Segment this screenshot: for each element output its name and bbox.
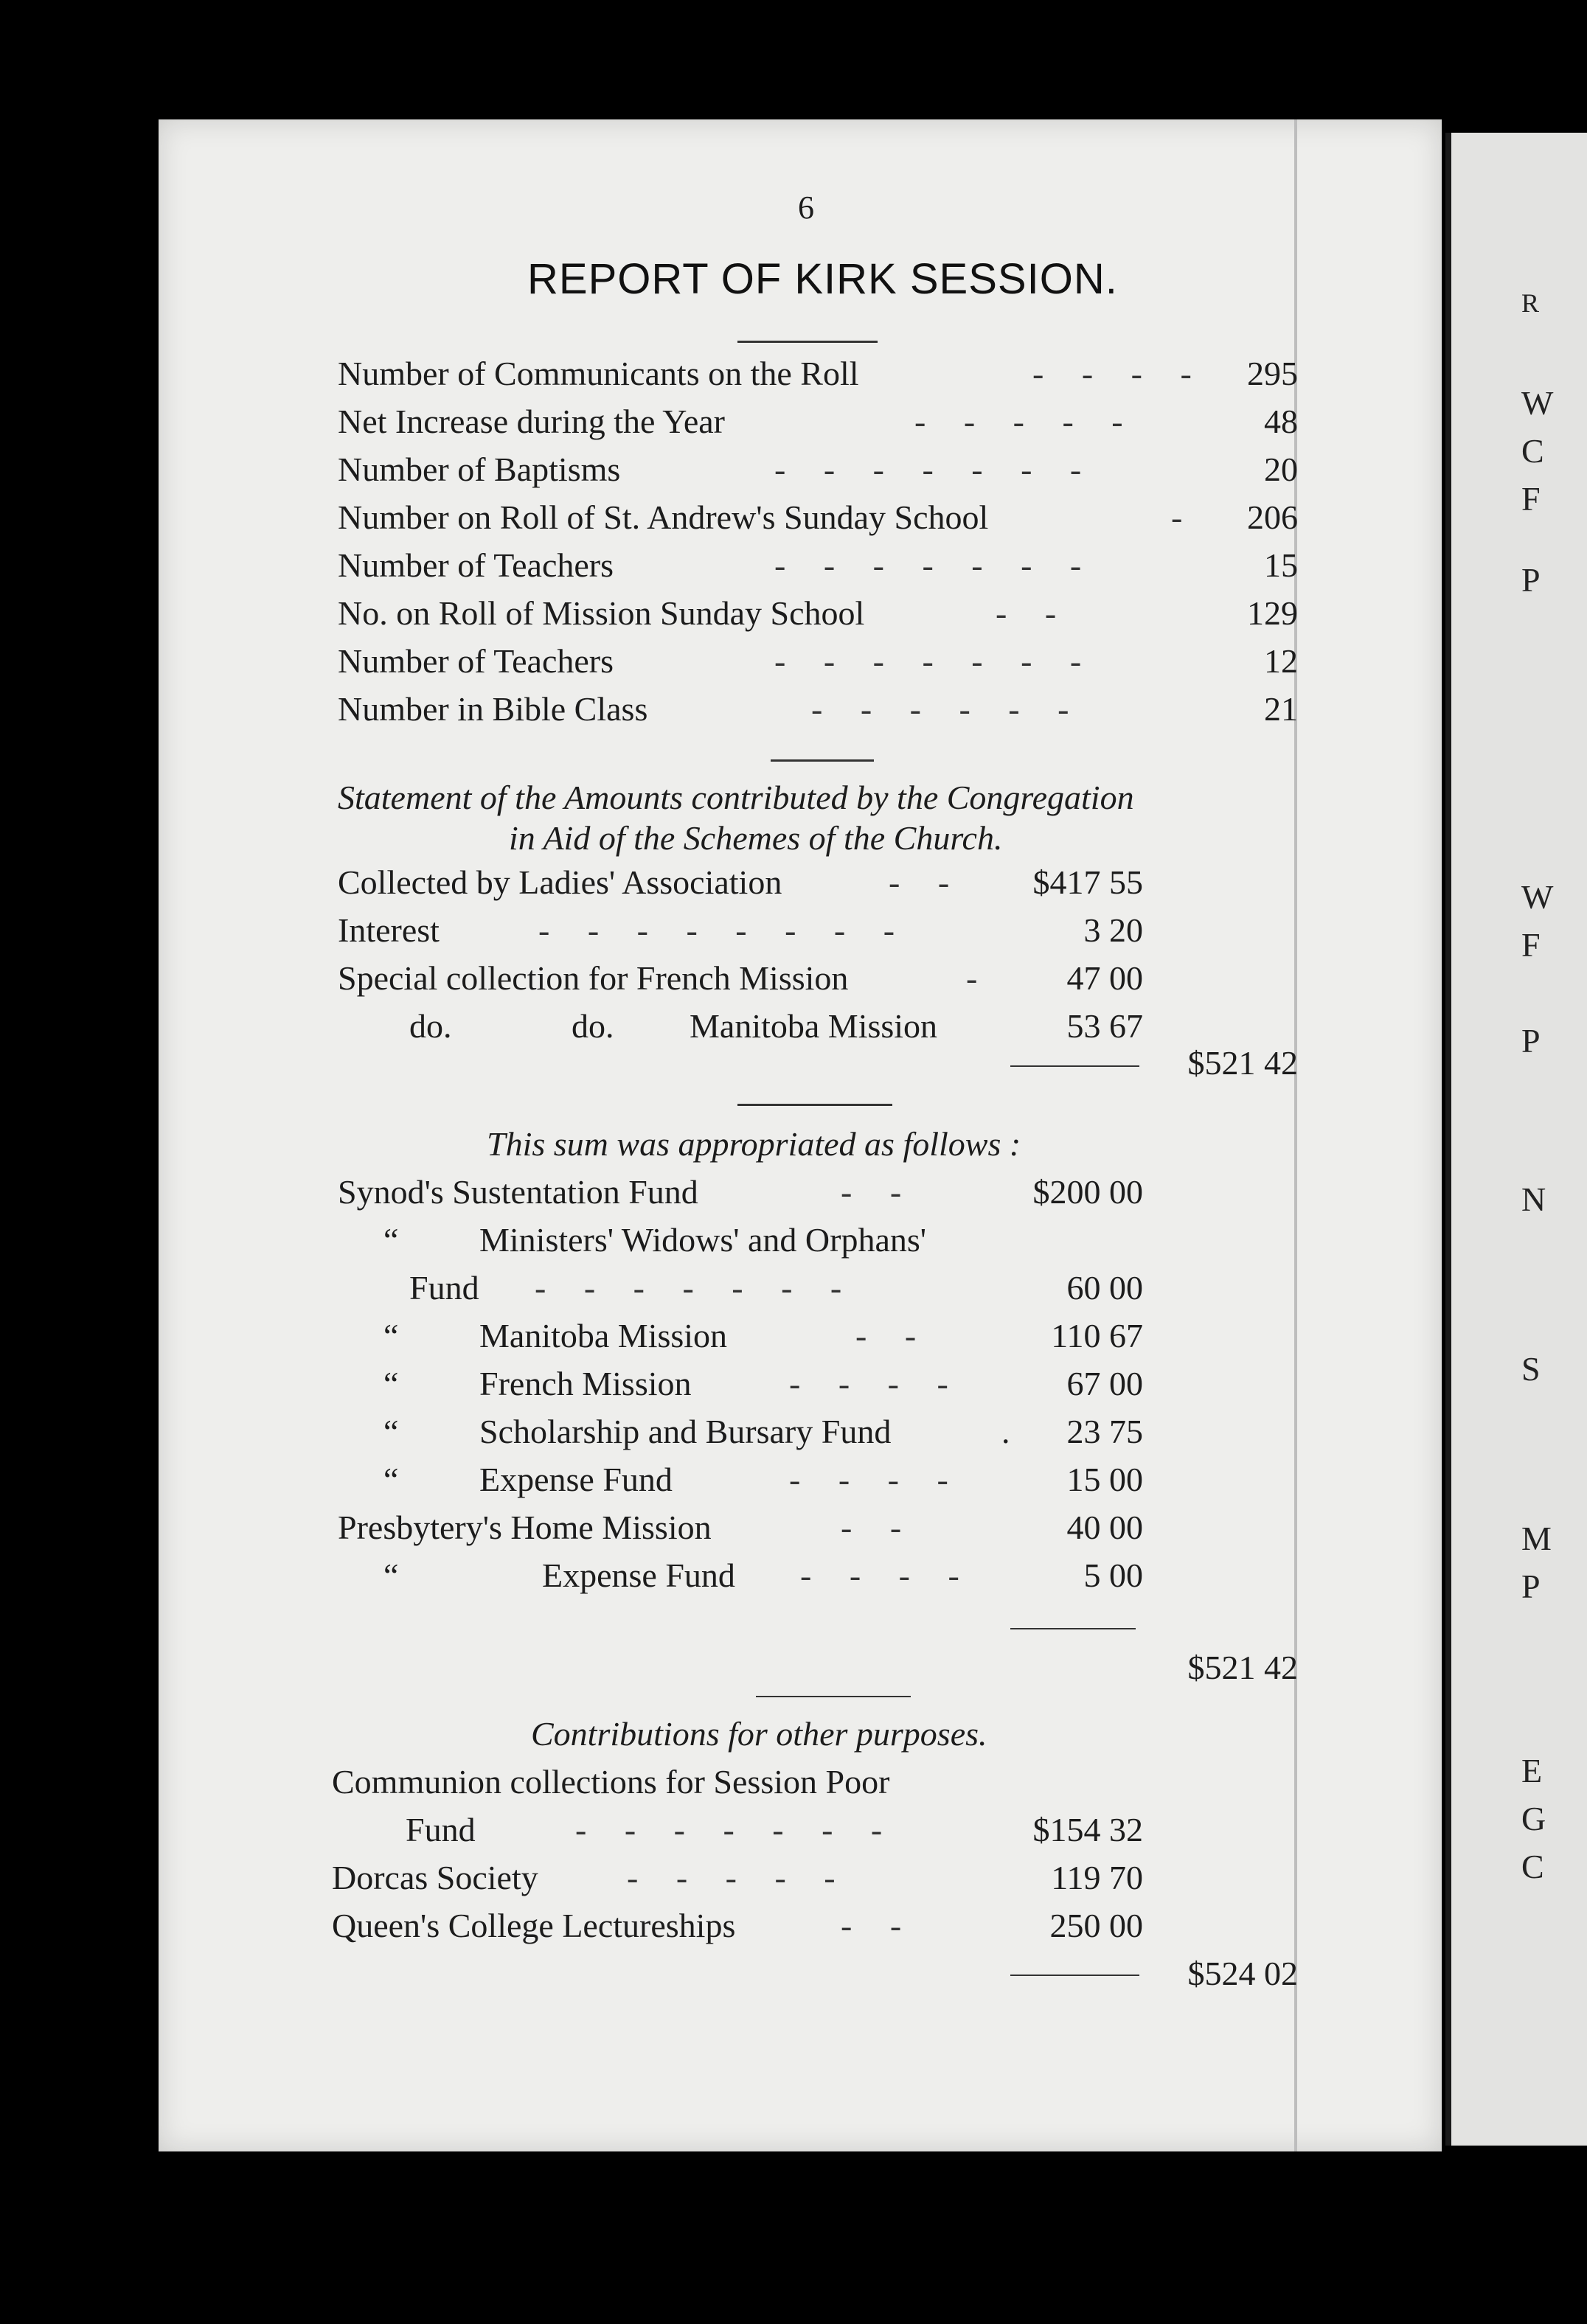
other-amount: 119 70 — [1051, 1859, 1143, 1896]
contribution-amount: 47 00 — [1066, 959, 1143, 997]
other-label: Queen's College Lectureships — [332, 1907, 736, 1944]
leader-dashes: - - - - — [789, 1461, 963, 1498]
other-amount: 250 00 — [1049, 1907, 1143, 1944]
stat-value: 129 — [1247, 594, 1298, 632]
leader-dashes: - - - - - - - — [774, 450, 1097, 488]
leader-dashes: - - - - — [789, 1365, 963, 1402]
appropriation-amount: 60 00 — [1066, 1269, 1143, 1307]
leader-dashes: - - — [996, 594, 1072, 632]
stat-value: 295 — [1247, 355, 1298, 392]
adjacent-letter: P — [1521, 1568, 1541, 1605]
contribution-label: Special collection for French Mission — [338, 959, 849, 997]
appropriation-amount: 110 67 — [1051, 1317, 1143, 1354]
other-amount: $154 32 — [1032, 1811, 1143, 1848]
appropriation-amount: 23 75 — [1066, 1413, 1143, 1450]
contribution-label: Interest — [338, 911, 440, 949]
contribution-label: do. — [409, 1007, 452, 1045]
leader-dashes: - - - - — [800, 1556, 974, 1594]
subtotal-rule — [1010, 1065, 1139, 1067]
section-divider — [771, 759, 874, 762]
other-heading: Contributions for other purposes. — [531, 1715, 987, 1753]
ditto-mark: “ — [383, 1365, 399, 1402]
appropriation-label: Manitoba Mission — [479, 1317, 728, 1354]
other-label: Communion collections for Session Poor — [332, 1763, 890, 1801]
stat-value: 48 — [1264, 403, 1298, 440]
stat-value: 15 — [1264, 546, 1298, 584]
appropriation-label: Presbytery's Home Mission — [338, 1509, 712, 1546]
ditto-mark: “ — [383, 1556, 399, 1594]
adjacent-letter: W — [1521, 878, 1554, 916]
leader-dashes: - - — [841, 1907, 917, 1944]
stat-label: Number in Bible Class — [338, 690, 648, 728]
ditto-mark: “ — [383, 1221, 399, 1259]
appropriation-label: Expense Fund — [479, 1461, 673, 1498]
adjacent-page-edge — [1445, 133, 1587, 2146]
appropriation-amount: 5 00 — [1083, 1556, 1143, 1594]
appropriation-label: Expense Fund — [542, 1556, 735, 1594]
adjacent-letter: S — [1521, 1350, 1541, 1388]
leader-dashes: - - - - - - - — [535, 1269, 857, 1307]
ditto-mark: “ — [383, 1413, 399, 1450]
stat-value: 20 — [1264, 450, 1298, 488]
adjacent-letter: F — [1521, 926, 1541, 964]
stat-value: 12 — [1264, 642, 1298, 680]
leader-dashes: - - — [889, 863, 965, 901]
leader-dashes: - - — [841, 1509, 917, 1546]
subtotal-rule — [1010, 1628, 1136, 1629]
stat-label: Number of Communicants on the Roll — [338, 355, 859, 392]
leader-dashes: - - - - — [1032, 355, 1206, 392]
adjacent-letter: R — [1521, 288, 1540, 318]
stat-label: Number of Teachers — [338, 642, 614, 680]
contribution-label: Collected by Ladies' Association — [338, 863, 782, 901]
leader-dashes: - - — [841, 1173, 917, 1211]
leader-dashes: - - - - - - - — [774, 546, 1097, 584]
adjacent-letter: G — [1521, 1800, 1546, 1837]
leader-dashes: - - - - - - - - — [538, 911, 910, 949]
stat-value: 206 — [1247, 498, 1298, 536]
subtotal-rule — [1010, 1975, 1139, 1976]
leader-dashes: . — [1001, 1413, 1010, 1450]
stat-label: Number of Teachers — [338, 546, 614, 584]
leader-dashes: - — [966, 959, 993, 997]
appropriation-label: Ministers' Widows' and Orphans' — [479, 1221, 927, 1259]
contribution-amount: 53 67 — [1066, 1007, 1143, 1045]
adjacent-letter: C — [1521, 432, 1544, 470]
stat-value: 21 — [1264, 690, 1298, 728]
leader-dashes: - - - - - — [914, 403, 1138, 440]
contributions-total: $521 42 — [1187, 1044, 1298, 1082]
appropriation-amount: $200 00 — [1032, 1173, 1143, 1211]
leader-dashes: - - — [855, 1317, 931, 1354]
appropriation-amount: 40 00 — [1066, 1509, 1143, 1546]
other-label: Dorcas Society — [332, 1859, 538, 1896]
leader-dashes: - - - - - - - — [575, 1811, 897, 1848]
ditto-mark: “ — [383, 1317, 399, 1354]
adjacent-letter: M — [1521, 1520, 1552, 1557]
section-divider — [756, 1696, 911, 1697]
adjacent-letter: E — [1521, 1752, 1543, 1789]
statement-heading: Statement of the Amounts contributed by the Congregation — [338, 779, 1134, 816]
adjacent-letter: C — [1521, 1848, 1544, 1885]
appropriation-heading: This sum was appropriated as follows : — [487, 1125, 1021, 1163]
leader-dashes: - - - - - - — [811, 690, 1084, 728]
appropriation-label: Fund — [409, 1269, 479, 1307]
contribution-amount: 3 20 — [1083, 911, 1143, 949]
appropriation-amount: 67 00 — [1066, 1365, 1143, 1402]
leader-dashes: - — [1171, 498, 1198, 536]
adjacent-letter: P — [1521, 1022, 1541, 1060]
adjacent-letter: W — [1521, 384, 1554, 422]
section-divider — [737, 1104, 892, 1106]
statement-subheading: in Aid of the Schemes of the Church. — [509, 819, 1003, 857]
leader-dashes: - - - - - - - — [774, 642, 1097, 680]
contribution-label: do. — [572, 1007, 614, 1045]
stat-label: No. on Roll of Mission Sunday School — [338, 594, 865, 632]
contribution-amount: $417 55 — [1032, 863, 1143, 901]
contribution-label: Manitoba Mission — [690, 1007, 938, 1045]
appropriation-label: Synod's Sustentation Fund — [338, 1173, 698, 1211]
page-title: REPORT OF KIRK SESSION. — [527, 255, 1118, 303]
other-label: Fund — [406, 1811, 476, 1848]
stat-label: Number of Baptisms — [338, 450, 621, 488]
stat-label: Net Increase during the Year — [338, 403, 725, 440]
appropriation-label: Scholarship and Bursary Fund — [479, 1413, 892, 1450]
appropriations-total: $521 42 — [1187, 1649, 1298, 1686]
adjacent-letter: F — [1521, 480, 1541, 518]
page-number: 6 — [798, 189, 814, 226]
stat-label: Number on Roll of St. Andrew's Sunday School — [338, 498, 989, 536]
adjacent-letter: N — [1521, 1180, 1546, 1218]
appropriation-amount: 15 00 — [1066, 1461, 1143, 1498]
appropriation-label: French Mission — [479, 1365, 692, 1402]
title-underline — [737, 341, 878, 343]
leader-dashes: - - - - - — [627, 1859, 850, 1896]
ditto-mark: “ — [383, 1461, 399, 1498]
adjacent-letter: P — [1521, 561, 1541, 599]
other-total: $524 02 — [1187, 1955, 1298, 1992]
